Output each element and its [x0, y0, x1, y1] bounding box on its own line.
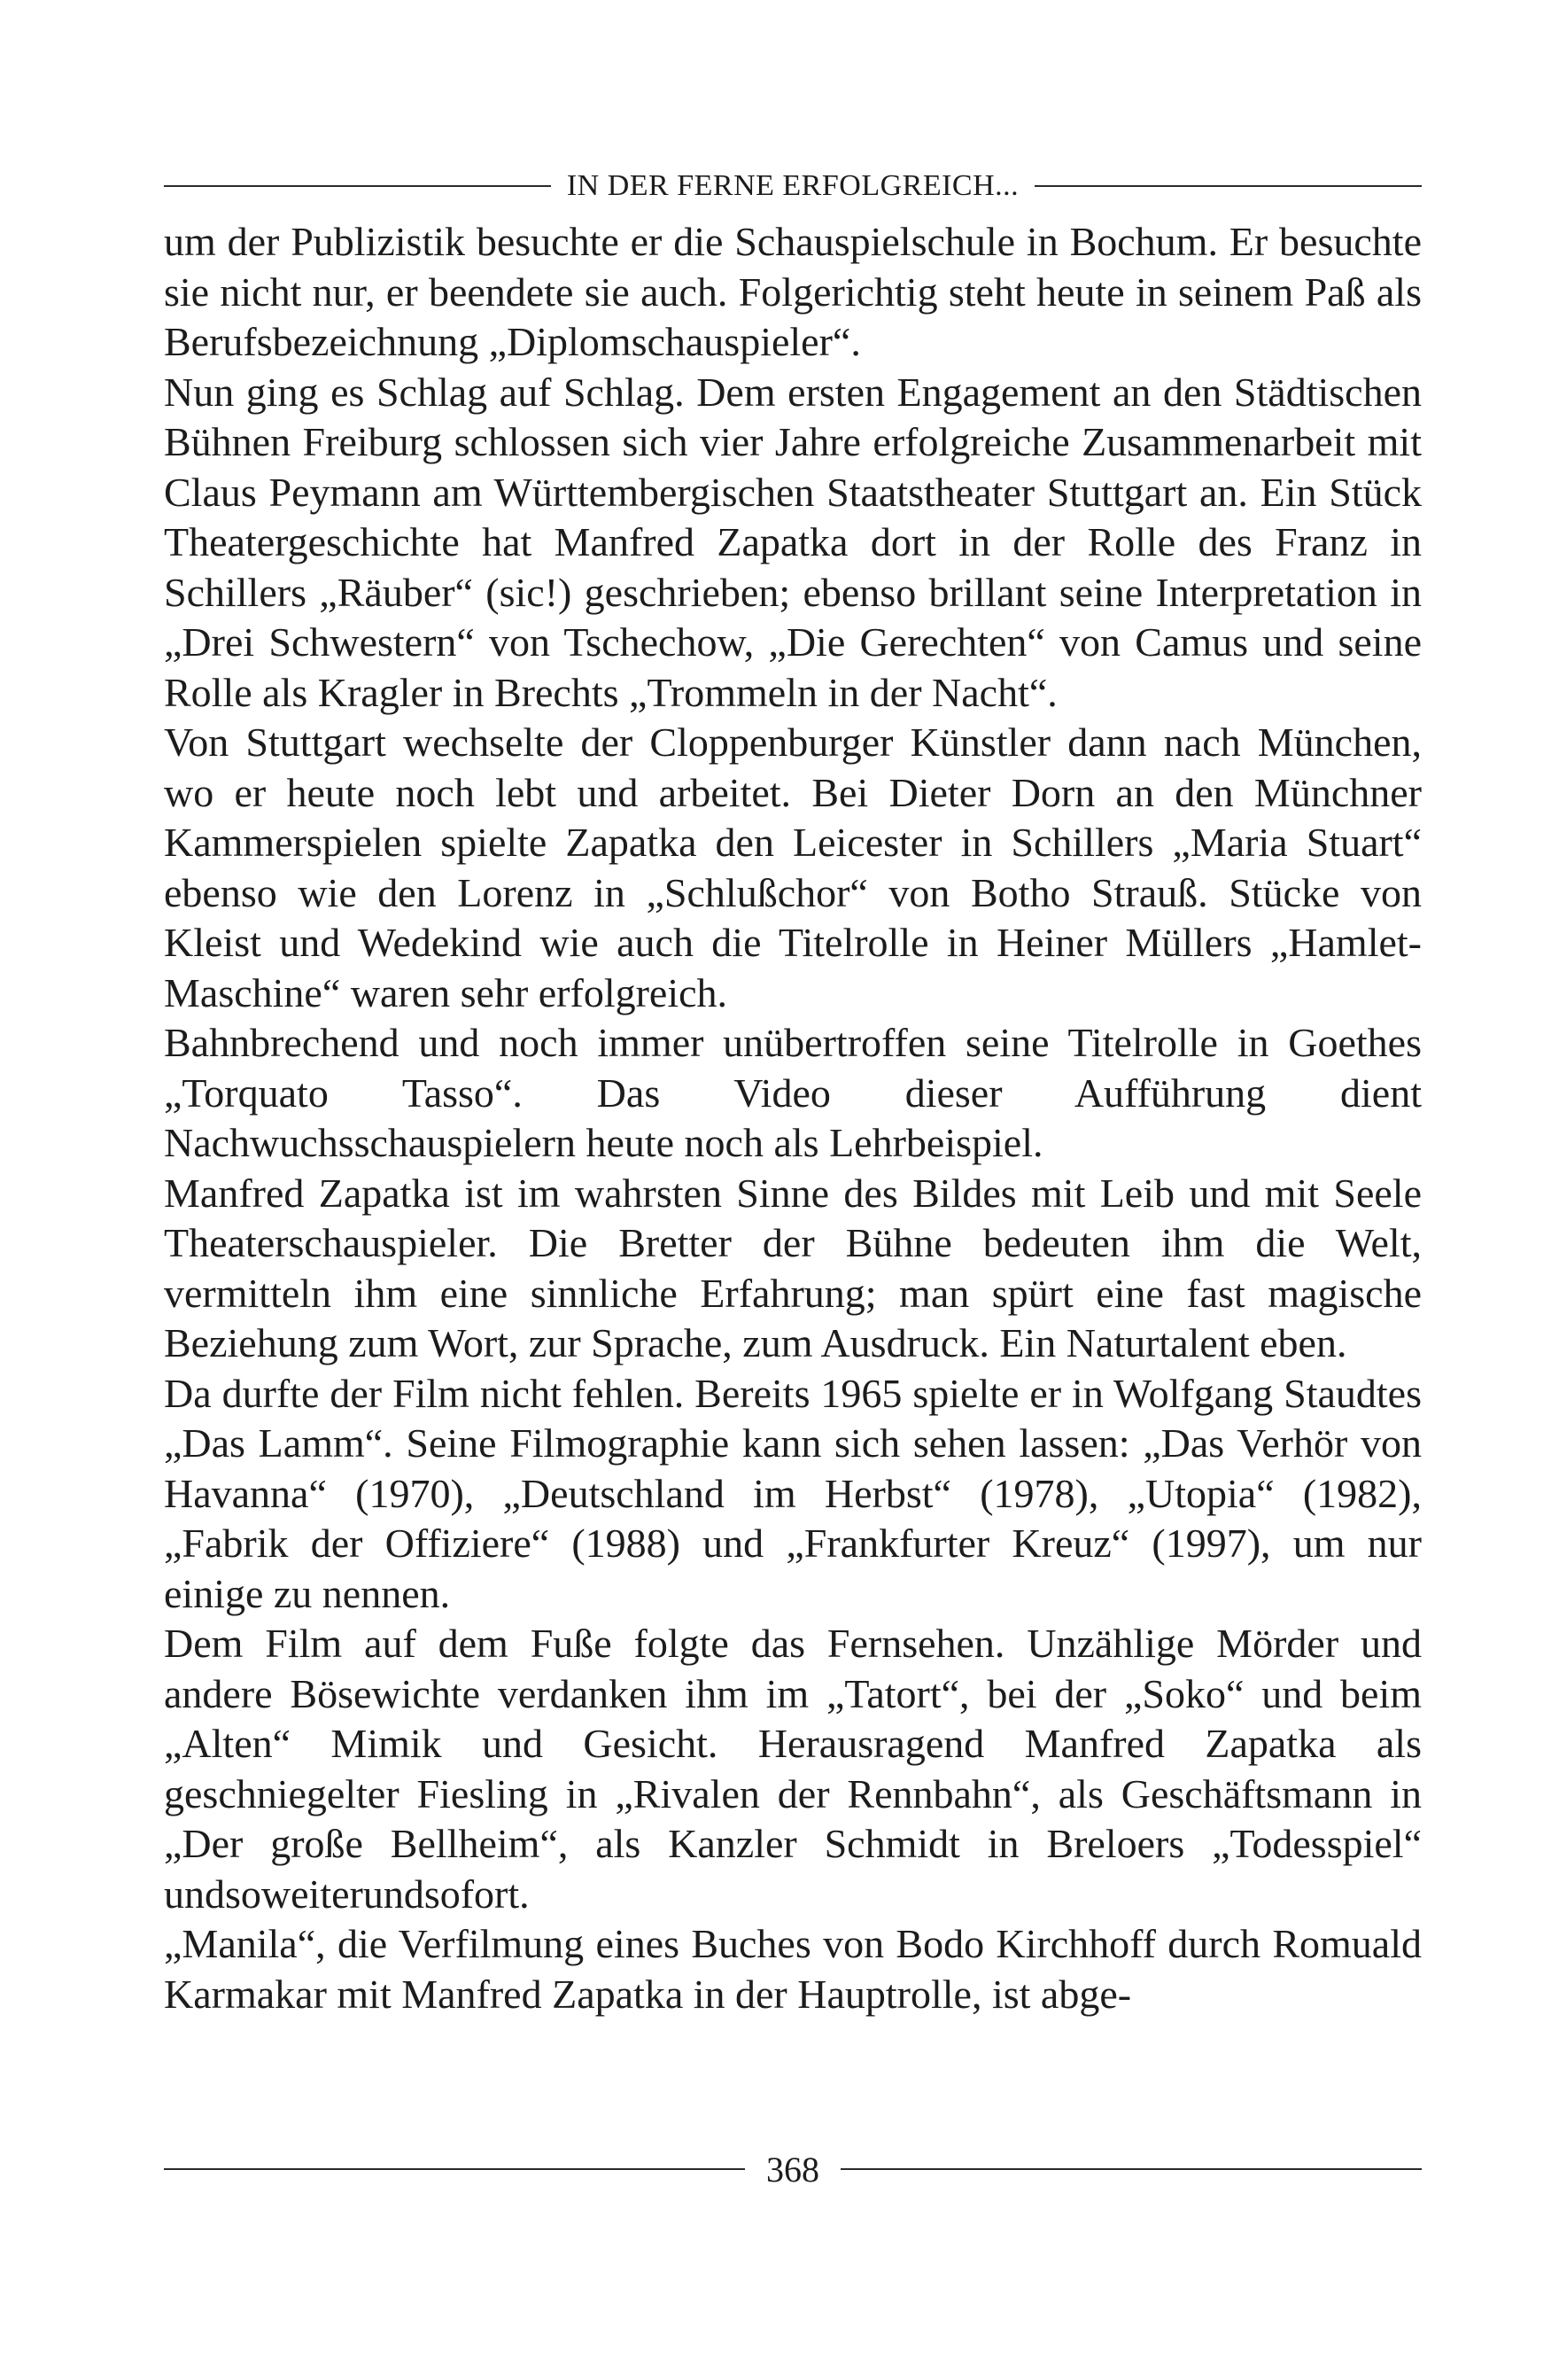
page-number: 368: [766, 2149, 819, 2189]
header-rule-left: [164, 185, 551, 187]
paragraph: Manfred Zapatka ist im wahrsten Sinne des Bildes mit Leib und mit Seele Theaterschauspieler. Die Bretter der Bühne bedeuten ihm die Welt, vermitteln ihm eine sinnliche Erfahrung; man spürt eine fast magische Beziehung zum Wort, zur Sprache, zum Ausdruck. Ein Naturtalent eben.: [164, 1170, 1422, 1365]
paragraph: „Manila“, die Verfilmung eines Buches von Bodo Kirchhoff durch Romuald Karmakar mit Manfred Zapatka in der Hauptrolle, ist abge-: [164, 1921, 1422, 2017]
paragraph: Bahnbrechend und noch immer unübertroffen seine Titelrolle in Goethes „Torquato Tasso“. Das Video dieser Aufführung dient Nachwuchsschauspielern heute noch als Lehrbeispiel.: [164, 1020, 1422, 1165]
paragraph: Da durfte der Film nicht fehlen. Bereits 1965 spielte er in Wolfgang Staudtes „Das Lamm“. Seine Filmographie kann sich sehen lassen: „Das Verhör von Havanna“ (1970), „Deutschland im Herbst“ (1978), „Utopia“ (1982), „Fabrik der Offiziere“ (1988) und „Frankfurter Kreuz“ (1997), um nur einige zu nennen.: [164, 1370, 1422, 1616]
paragraph: Von Stuttgart wechselte der Cloppenburger Künstler dann nach München, wo er heute noch lebt und arbeitet. Bei Dieter Dorn an den Münchner Kammerspielen spielte Zapatka den Leicester in Schillers „Maria Stuart“ ebenso wie den Lorenz in „Schlußchor“ von Botho Strauß. Stücke von Kleist und Wedekind wie auch die Titelrolle in Heiner Müllers „Hamlet-Maschine“ waren sehr erfolgreich.: [164, 719, 1422, 1015]
footer-rule-left: [164, 2168, 745, 2170]
footer-rule-right: [841, 2168, 1422, 2170]
page-footer: [164, 2143, 1422, 2196]
paragraph: Nun ging es Schlag auf Schlag. Dem ersten Engagement an den Städtischen Bühnen Freiburg schlossen sich vier Jahre erfolgreiche Zusammenarbeit mit Claus Peymann am Württembergischen Staatstheater Stuttgart an. Ein Stück Theatergeschichte hat Manfred Zapatka dort in der Rolle des Franz in Schillers „Räuber“ (sic!) geschrieben; ebenso brillant seine Interpretation in „Drei Schwestern“ von Tschechow, „Die Gerechten“ von Camus und seine Rolle als Kragler in Brechts „Trommeln in der Nacht“.: [164, 369, 1422, 715]
paragraph: um der Publizistik besuchte er die Schauspielschule in Bochum. Er besuchte sie nicht nur, er beendete sie auch. Folgerichtig steht heute in seinem Paß als Berufsbezeichnung „Diplomschauspieler“.: [164, 219, 1422, 364]
body-text: [164, 217, 1422, 2019]
header-rule-right: [1035, 185, 1422, 187]
running-title: IN DER FERNE ERFOLGREICH...: [566, 169, 1020, 202]
running-header: [164, 159, 1422, 213]
paragraph: Dem Film auf dem Fuße folgte das Fernsehen. Unzählige Mörder und andere Bösewichte verdanken ihm im „Tatort“, bei der „Soko“ und beim „Alten“ Mimik und Gesicht. Herausragend Manfred Zapatka als geschniegelter Fiesling in „Rivalen der Rennbahn“, als Geschäftsmann in „Der große Bellheim“, als Kanzler Schmidt in Breloers „Todesspiel“ undsoweiterundsofort.: [164, 1621, 1422, 1917]
